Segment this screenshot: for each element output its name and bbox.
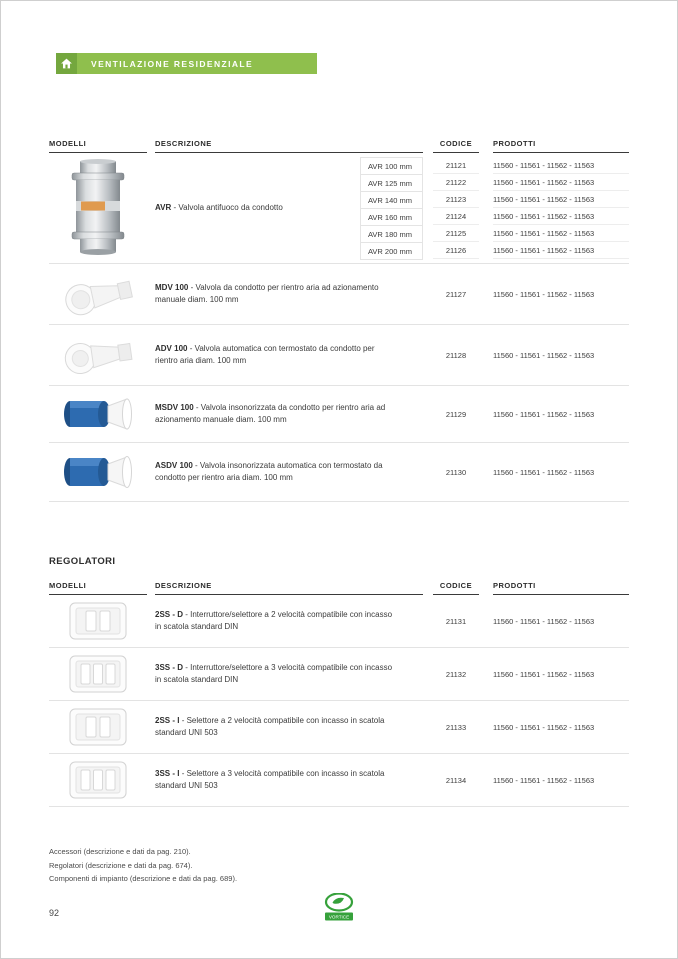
product-description (155, 343, 423, 368)
product-description-text: - Selettore a 2 velocità compatibile con incasso in scatola standard UNI 503 (155, 715, 385, 737)
product-prodotti: 11560 - 11561 - 11562 - 11563 (493, 616, 595, 626)
avr-variant-row (360, 208, 629, 225)
valvole-table (49, 139, 629, 502)
product-description-text: - Valvola insonorizzata da condotto per rientro aria ad azionamento manuale diam. 100 mm (155, 402, 386, 424)
header-codice: CODICE (433, 581, 479, 595)
header-descrizione: DESCRIZIONE (155, 581, 423, 595)
product-name: 3SS - I (155, 768, 180, 778)
product-prodotti: 11560 - 11561 - 11562 - 11563 (493, 669, 595, 679)
product-name: 3SS - D (155, 662, 184, 672)
product-codice: 21133 (445, 722, 467, 732)
product-name: ASDV 100 (155, 460, 193, 470)
variant-prodotti: 11560 - 11561 - 11562 - 11563 (493, 191, 629, 208)
variant-codice: 21121 (433, 157, 479, 174)
product-name: MSDV 100 (155, 402, 194, 412)
avr-variant-row (360, 225, 629, 242)
avr-description (155, 157, 360, 259)
header-modelli: MODELLI (49, 581, 147, 595)
product-name: 2SS - D (155, 609, 184, 619)
variant-label: AVR 100 mm (360, 157, 423, 175)
product-row-adv100 (49, 324, 629, 385)
avr-variant-row (360, 242, 629, 259)
product-name: 2SS - I (155, 715, 180, 725)
product-name: AVR (155, 203, 172, 212)
footnote-accessori: Accessori (descrizione e dati da pag. 210). (49, 847, 191, 856)
product-prodotti: 11560 - 11561 - 11562 - 11563 (493, 409, 595, 419)
valvole-table-header (49, 139, 629, 153)
product-name: MDV 100 (155, 282, 189, 292)
product-prodotti: 11560 - 11561 - 11562 - 11563 (493, 775, 595, 785)
vortice-logo (324, 893, 354, 926)
product-description (155, 460, 423, 485)
product-description-text: - Valvola da condotto per rientro aria ad azionamento manuale diam. 100 mm (155, 282, 379, 304)
variant-label: AVR 200 mm (360, 242, 423, 260)
avr-variants (360, 157, 629, 259)
variant-label: AVR 125 mm (360, 174, 423, 192)
variant-prodotti: 11560 - 11561 - 11562 - 11563 (493, 225, 629, 242)
avr-variant-row (360, 174, 629, 191)
variant-codice: 21126 (433, 242, 479, 259)
product-row-avr (49, 153, 629, 263)
regolatori-title: REGOLATORI (49, 556, 116, 567)
product-codice: 21131 (445, 616, 467, 626)
variant-codice: 21122 (433, 174, 479, 191)
variant-prodotti: 11560 - 11561 - 11562 - 11563 (493, 157, 629, 174)
switch-2-rocker-image (49, 708, 147, 746)
footnote-componenti: Componenti di impianto (descrizione e dati da pag. 689). (49, 874, 238, 883)
switch-3-rocker-image (49, 761, 147, 799)
product-row-2ss-i (49, 700, 629, 753)
avr-variant-row (360, 157, 629, 174)
regolatori-table (49, 581, 629, 807)
product-description-text: - Interruttore/selettore a 3 velocità compatibile con incasso in scatola standard DIN (155, 662, 393, 684)
product-description-text: - Interruttore/selettore a 2 velocità compatibile con incasso in scatola standard DIN (155, 609, 393, 631)
product-description (155, 609, 423, 634)
product-row-3ss-d (49, 647, 629, 700)
mdv-valve-image (49, 271, 147, 317)
product-codice: 21134 (445, 775, 467, 785)
product-codice: 21132 (445, 669, 467, 679)
product-prodotti: 11560 - 11561 - 11562 - 11563 (493, 722, 595, 732)
product-description (155, 402, 423, 427)
avr-valve-image (49, 157, 147, 259)
variant-prodotti: 11560 - 11561 - 11562 - 11563 (493, 174, 629, 191)
product-description (155, 662, 423, 687)
product-row-2ss-d (49, 595, 629, 647)
variant-codice: 21124 (433, 208, 479, 225)
product-row-mdv100 (49, 263, 629, 324)
avr-variant-row (360, 191, 629, 208)
product-description-text: - Valvola automatica con termostato da condotto per rientro aria diam. 100 mm (155, 343, 375, 365)
section-header-badge (56, 53, 317, 74)
product-codice: 21130 (445, 467, 467, 477)
product-description (155, 715, 423, 740)
variant-label: AVR 180 mm (360, 225, 423, 243)
variant-prodotti: 11560 - 11561 - 11562 - 11563 (493, 242, 629, 259)
page-number: 92 (49, 908, 60, 918)
header-codice: CODICE (433, 139, 479, 153)
switch-3-rocker-image (49, 655, 147, 693)
content (49, 139, 629, 886)
adv-valve-image (49, 332, 147, 378)
variant-codice: 21123 (433, 191, 479, 208)
product-row-asdv100 (49, 442, 629, 501)
regolatori-table-header (49, 581, 629, 595)
product-description-text: - Valvola antifuoco da condotto (173, 203, 283, 212)
product-row-msdv100 (49, 385, 629, 442)
variant-label: AVR 140 mm (360, 191, 423, 209)
header-modelli: MODELLI (49, 139, 147, 153)
product-description (155, 282, 423, 307)
product-description-text: - Selettore a 3 velocità compatibile con incasso in scatola standard UNI 503 (155, 768, 385, 790)
switch-2-rocker-image (49, 602, 147, 640)
product-codice: 21129 (445, 409, 467, 419)
house-icon (56, 53, 77, 74)
variant-prodotti: 11560 - 11561 - 11562 - 11563 (493, 208, 629, 225)
section-title: VENTILAZIONE RESIDENZIALE (77, 53, 317, 74)
footnotes (49, 845, 629, 886)
product-row-3ss-i (49, 753, 629, 806)
product-prodotti: 11560 - 11561 - 11562 - 11563 (493, 350, 595, 360)
variant-codice: 21125 (433, 225, 479, 242)
variant-label: AVR 160 mm (360, 208, 423, 226)
product-description-text: - Valvola insonorizzata automatica con termostato da condotto per rientro aria diam. 100 mm (155, 460, 383, 482)
product-codice: 21127 (445, 289, 467, 299)
msdv-valve-image (49, 393, 147, 435)
footnote-regolatori: Regolatori (descrizione e dati da pag. 674). (49, 860, 193, 870)
header-descrizione: DESCRIZIONE (155, 139, 423, 153)
vortice-logo-text: VORTICE (328, 914, 350, 920)
product-description (155, 768, 423, 793)
asdv-valve-image (49, 450, 147, 494)
product-codice: 21128 (445, 350, 467, 360)
product-name: ADV 100 (155, 343, 188, 353)
product-prodotti: 11560 - 11561 - 11562 - 11563 (493, 289, 595, 299)
header-prodotti: PRODOTTI (493, 581, 629, 595)
header-prodotti: PRODOTTI (493, 139, 629, 153)
product-prodotti: 11560 - 11561 - 11562 - 11563 (493, 467, 595, 477)
